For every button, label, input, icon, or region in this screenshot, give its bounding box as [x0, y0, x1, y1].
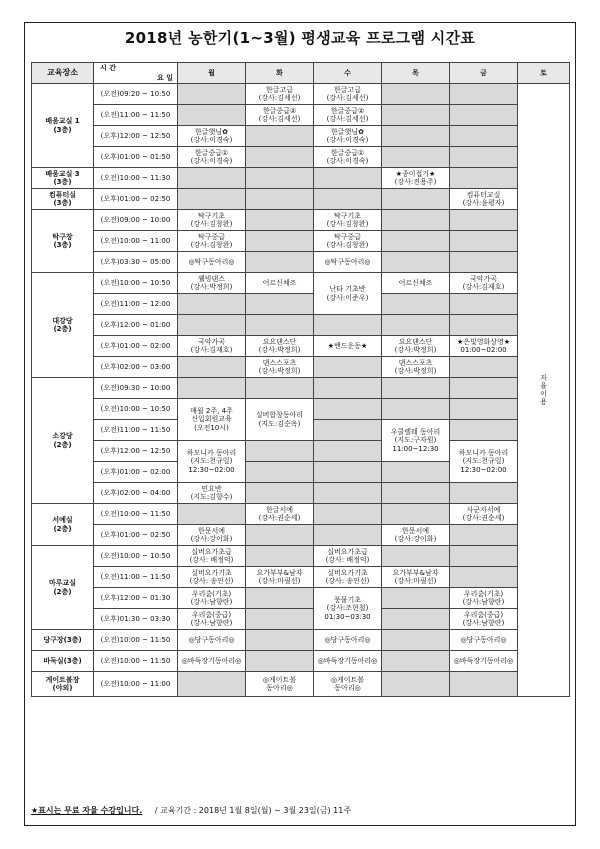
time-slot: (오전)10:00 ~ 10:50	[94, 546, 178, 567]
empty-cell	[450, 294, 518, 315]
empty-cell	[450, 420, 518, 441]
empty-cell	[314, 420, 382, 441]
class-cell: 국악가곡 (강사:김재호)	[450, 273, 518, 294]
time-slot: (오후)02:00 ~ 03:00	[94, 357, 178, 378]
time-slot: (오전)10:00 ~ 11:00	[94, 672, 178, 697]
empty-cell	[450, 231, 518, 252]
schedule-row	[32, 525, 570, 546]
class-cell: 탁구중급 (강사:김창완)	[314, 231, 382, 252]
empty-cell	[178, 294, 246, 315]
time-slot: (오전)10:00 ~ 11:00	[94, 231, 178, 252]
time-slot: (오전)10:00 ~ 11:50	[94, 630, 178, 651]
day-mon: 월	[178, 63, 246, 84]
class-cell: ★은빛영화상영★ 01:00~02:00	[450, 336, 518, 357]
class-cell: ◎바둑장기동아리◎	[314, 651, 382, 672]
empty-cell	[450, 357, 518, 378]
day-fri: 금	[450, 63, 518, 84]
empty-cell	[246, 588, 314, 609]
empty-cell	[314, 525, 382, 546]
class-cell: 한글중급① (강사:이경숙)	[314, 147, 382, 168]
class-cell: ◎당구동아리◎	[450, 630, 518, 651]
saturday-free-use: 자 율 이 용	[518, 84, 570, 697]
schedule-row	[32, 651, 570, 672]
empty-cell	[314, 504, 382, 525]
empty-cell	[382, 294, 450, 315]
time-slot: (오전)10:00 ~ 11:50	[94, 651, 178, 672]
class-cell: 풍물기초 (강사:조현철) 01:30~03:30	[314, 588, 382, 630]
empty-cell	[450, 210, 518, 231]
schedule-row	[32, 567, 570, 588]
time-slot: (오후)01:00 ~ 02:00	[94, 462, 178, 483]
empty-cell	[246, 189, 314, 210]
schedule-row	[32, 273, 570, 294]
empty-cell	[382, 483, 450, 504]
empty-cell	[450, 126, 518, 147]
schedule-row	[32, 84, 570, 105]
class-cell: 하모니카 동아리 (지도:천규일) 12:30~02:00	[178, 441, 246, 483]
time-slot: (오전)11:00 ~ 11:50	[94, 105, 178, 126]
class-cell: 한문서예 (강사:강이화)	[178, 525, 246, 546]
empty-cell	[314, 357, 382, 378]
location-cell: 소강당 (2층)	[32, 378, 94, 504]
empty-cell	[450, 546, 518, 567]
footer	[31, 805, 351, 816]
empty-cell	[246, 147, 314, 168]
location-cell: 컴퓨터실 (3층)	[32, 189, 94, 210]
class-cell: 컴퓨터교실 (강사:윤평자)	[450, 189, 518, 210]
empty-cell	[450, 378, 518, 399]
empty-cell	[246, 294, 314, 315]
empty-cell	[382, 126, 450, 147]
empty-cell	[178, 315, 246, 336]
sigan-label: 시 간	[100, 63, 116, 72]
schedule-row	[32, 105, 570, 126]
class-cell: 한글햇님✿ (강사:이경숙)	[314, 126, 382, 147]
time-slot: (오전)10:00 ~ 10:50	[94, 273, 178, 294]
time-slot: (오전)11:00 ~ 12:00	[94, 294, 178, 315]
class-cell: 요가부부&남자 (강사:마필선)	[382, 567, 450, 588]
time-slot: (오후)02:00 ~ 04:00	[94, 483, 178, 504]
class-cell: 댄스스포츠 (강사:박정희)	[382, 357, 450, 378]
empty-cell	[246, 231, 314, 252]
empty-cell	[450, 168, 518, 189]
class-cell: 어르신체조	[382, 273, 450, 294]
empty-cell	[382, 588, 450, 609]
schedule-row	[32, 126, 570, 147]
empty-cell	[246, 483, 314, 504]
day-time-header	[94, 63, 178, 84]
empty-cell	[314, 441, 382, 462]
empty-cell	[314, 315, 382, 336]
empty-cell	[246, 252, 314, 273]
class-cell: 난타 기초반 (강사:이준우)	[314, 273, 382, 315]
empty-cell	[246, 210, 314, 231]
day-tue: 화	[246, 63, 314, 84]
class-cell: 국악가곡 (강사:김재호)	[178, 336, 246, 357]
location-cell: 배움교실 3 (3층)	[32, 168, 94, 189]
empty-cell	[382, 672, 450, 697]
free-course-note: ★표시는 무료 자율 수강입니다.	[31, 806, 143, 815]
schedule-row	[32, 168, 570, 189]
yoil-label: 요 일	[157, 74, 173, 82]
class-cell: ◎게이트볼 동아리◎	[246, 672, 314, 697]
empty-cell	[246, 651, 314, 672]
class-cell: ◎당구동아리◎	[178, 630, 246, 651]
class-cell: 탁구기초 (강사:김창완)	[178, 210, 246, 231]
time-slot: (오전)10:00 ~ 10:50	[94, 399, 178, 420]
empty-cell	[246, 168, 314, 189]
class-cell: ◎탁구동아리◎	[314, 252, 382, 273]
class-cell: 매월 2주, 4주 신입회원교육 (오전10시)	[178, 399, 246, 441]
schedule-row	[32, 147, 570, 168]
empty-cell	[314, 483, 382, 504]
empty-cell	[178, 504, 246, 525]
empty-cell	[246, 378, 314, 399]
schedule-row	[32, 588, 570, 609]
class-cell: 실버요가초급 (강사: 배정익)	[178, 546, 246, 567]
day-wed: 수	[314, 63, 382, 84]
empty-cell	[246, 126, 314, 147]
time-slot: (오전)09:20 ~ 10:50	[94, 84, 178, 105]
empty-cell	[382, 546, 450, 567]
class-cell: 실버요가기초 (강사: 송인선)	[178, 567, 246, 588]
class-cell: 하모니카 동아리 (지도:천규일) 12:30~02:00	[450, 441, 518, 483]
class-cell: 민요반 (지도:김향수)	[178, 483, 246, 504]
education-period: 교육기간 : 2018년 1월 8일(월) ~ 3월 23일(금) 11주	[160, 806, 352, 815]
class-cell: 한글중급② (강사:김세선)	[314, 105, 382, 126]
empty-cell	[382, 399, 450, 420]
timetable-frame	[24, 22, 576, 826]
schedule-row	[32, 336, 570, 357]
schedule-row	[32, 399, 570, 420]
schedule-row	[32, 483, 570, 504]
empty-cell	[314, 462, 382, 483]
class-cell: 한글고급 (강사:김세선)	[246, 84, 314, 105]
location-cell: 당구장(3층)	[32, 630, 94, 651]
class-cell: 한글서예 (강사:권순세)	[246, 504, 314, 525]
empty-cell	[246, 609, 314, 630]
empty-cell	[246, 630, 314, 651]
class-cell: ◎바둑장기동아리◎	[178, 651, 246, 672]
class-cell: 웰빙댄스 (강사:박정희)	[178, 273, 246, 294]
location-cell: 바둑실(3층)	[32, 651, 94, 672]
schedule-row	[32, 315, 570, 336]
class-cell: 탁구기초 (강사:김창완)	[314, 210, 382, 231]
location-cell: 탁구장 (3층)	[32, 210, 94, 273]
empty-cell	[382, 504, 450, 525]
empty-cell	[246, 525, 314, 546]
class-cell: 우리춤(중급) (강사:남향란)	[178, 609, 246, 630]
schedule-row	[32, 672, 570, 697]
class-cell: ★밴드운동★	[314, 336, 382, 357]
time-slot: (오후)01:00 ~ 01:50	[94, 147, 178, 168]
header-row	[32, 63, 570, 84]
time-slot: (오후)01:00 ~ 02:50	[94, 525, 178, 546]
schedule-row	[32, 504, 570, 525]
time-slot: (오후)01:00 ~ 02:50	[94, 189, 178, 210]
time-slot: (오후)01:00 ~ 02:00	[94, 336, 178, 357]
empty-cell	[450, 252, 518, 273]
schedule-row	[32, 231, 570, 252]
empty-cell	[450, 84, 518, 105]
class-cell: ◎바둑장기동아리◎	[450, 651, 518, 672]
empty-cell	[382, 651, 450, 672]
empty-cell	[246, 441, 314, 462]
empty-cell	[382, 378, 450, 399]
location-cell: 게이트볼장 (야외)	[32, 672, 94, 697]
empty-cell	[246, 462, 314, 483]
schedule-row	[32, 441, 570, 462]
class-cell: 요가부부&남자 (강사:마필선)	[246, 567, 314, 588]
empty-cell	[382, 609, 450, 630]
class-cell: 댄스스포츠 (강사:박정희)	[246, 357, 314, 378]
time-slot: (오전)11:00 ~ 11:50	[94, 420, 178, 441]
class-cell: 탁구중급 (강사:김창완)	[178, 231, 246, 252]
class-cell: 우리춤(중급) (강사:남향란)	[450, 609, 518, 630]
class-cell: ◎탁구동아리◎	[178, 252, 246, 273]
empty-cell	[382, 189, 450, 210]
schedule-row	[32, 357, 570, 378]
time-slot: (오전)09:30 ~ 10:00	[94, 378, 178, 399]
schedule-row	[32, 294, 570, 315]
day-thu: 목	[382, 63, 450, 84]
time-slot: (오전)10:00 ~ 11:30	[94, 168, 178, 189]
empty-cell	[382, 210, 450, 231]
empty-cell	[178, 105, 246, 126]
time-slot: (오전)11:00 ~ 11:50	[94, 567, 178, 588]
class-cell: 어르신체조	[246, 273, 314, 294]
schedule-row	[32, 210, 570, 231]
empty-cell	[450, 672, 518, 697]
time-slot: (오후)03:30 ~ 05:00	[94, 252, 178, 273]
location-cell: 마루교실 (2층)	[32, 546, 94, 630]
empty-cell	[246, 315, 314, 336]
empty-cell	[382, 252, 450, 273]
class-cell: 요요댄스단 (강사:박정희)	[246, 336, 314, 357]
schedule-row	[32, 609, 570, 630]
empty-cell	[450, 525, 518, 546]
day-sat: 토	[518, 63, 570, 84]
empty-cell	[246, 546, 314, 567]
empty-cell	[382, 315, 450, 336]
time-slot: (오후)12:00 ~ 12:50	[94, 126, 178, 147]
empty-cell	[450, 567, 518, 588]
class-cell: 우리춤(기초) (강사:남향란)	[450, 588, 518, 609]
location-header: 교육장소	[32, 63, 94, 84]
empty-cell	[178, 189, 246, 210]
empty-cell	[450, 483, 518, 504]
empty-cell	[178, 378, 246, 399]
schedule-row	[32, 630, 570, 651]
schedule-row	[32, 189, 570, 210]
time-slot: (오전)09:00 ~ 10:00	[94, 210, 178, 231]
class-cell: 사군자서예 (강사:권순세)	[450, 504, 518, 525]
empty-cell	[178, 357, 246, 378]
location-cell: 대강당 (2층)	[32, 273, 94, 378]
class-cell: ◎게이트볼 동아리◎	[314, 672, 382, 697]
empty-cell	[314, 378, 382, 399]
empty-cell	[314, 168, 382, 189]
empty-cell	[178, 84, 246, 105]
empty-cell	[382, 462, 450, 483]
time-slot: (오후)12:00 ~ 01:00	[94, 315, 178, 336]
class-cell: 한글중급② (강사:김세선)	[246, 105, 314, 126]
empty-cell	[314, 189, 382, 210]
location-cell: 서예실 (2층)	[32, 504, 94, 546]
empty-cell	[382, 84, 450, 105]
class-cell: 우리춤(기초) (강사:남향란)	[178, 588, 246, 609]
empty-cell	[450, 105, 518, 126]
class-cell: 한문서예 (강사:강이화)	[382, 525, 450, 546]
empty-cell	[450, 315, 518, 336]
empty-cell	[450, 147, 518, 168]
page-title: 2018년 농한기(1~3월) 평생교육 프로그램 시간표	[124, 29, 476, 47]
time-slot: (오전)10:00 ~ 11:50	[94, 504, 178, 525]
schedule-row	[32, 546, 570, 567]
empty-cell	[314, 399, 382, 420]
empty-cell	[178, 672, 246, 697]
class-cell: 우쿨렐레 동아리 (지도:구자원) 11:00~12:30	[382, 420, 450, 462]
class-cell: 요요댄스단 (강사:박정희)	[382, 336, 450, 357]
class-cell: ◎당구동아리◎	[314, 630, 382, 651]
time-slot: (오후)01:30 ~ 03:30	[94, 609, 178, 630]
empty-cell	[382, 105, 450, 126]
class-cell: 한글햇님✿ (강사:이경숙)	[178, 126, 246, 147]
class-cell: 한글고급 (강사:김세선)	[314, 84, 382, 105]
footer-separator: /	[154, 806, 158, 815]
schedule-table	[31, 62, 570, 697]
class-cell: 실버요가기초 (강사: 송인선)	[314, 567, 382, 588]
empty-cell	[382, 630, 450, 651]
empty-cell	[450, 399, 518, 420]
class-cell: 한글중급① (강사:이경숙)	[178, 147, 246, 168]
time-slot: (오후)12:00 ~ 01:30	[94, 588, 178, 609]
schedule-row	[32, 252, 570, 273]
time-slot: (오후)12:00 ~ 12:50	[94, 441, 178, 462]
schedule-row	[32, 378, 570, 399]
class-cell: 실버요가초급 (강사: 배정익)	[314, 546, 382, 567]
empty-cell	[178, 168, 246, 189]
location-cell: 배움교실 1 (3층)	[32, 84, 94, 168]
class-cell: ★종이접기★ (강사:전용주)	[382, 168, 450, 189]
class-cell: 실버합창동아리 (지도:김순옥)	[246, 399, 314, 441]
empty-cell	[382, 231, 450, 252]
empty-cell	[382, 147, 450, 168]
